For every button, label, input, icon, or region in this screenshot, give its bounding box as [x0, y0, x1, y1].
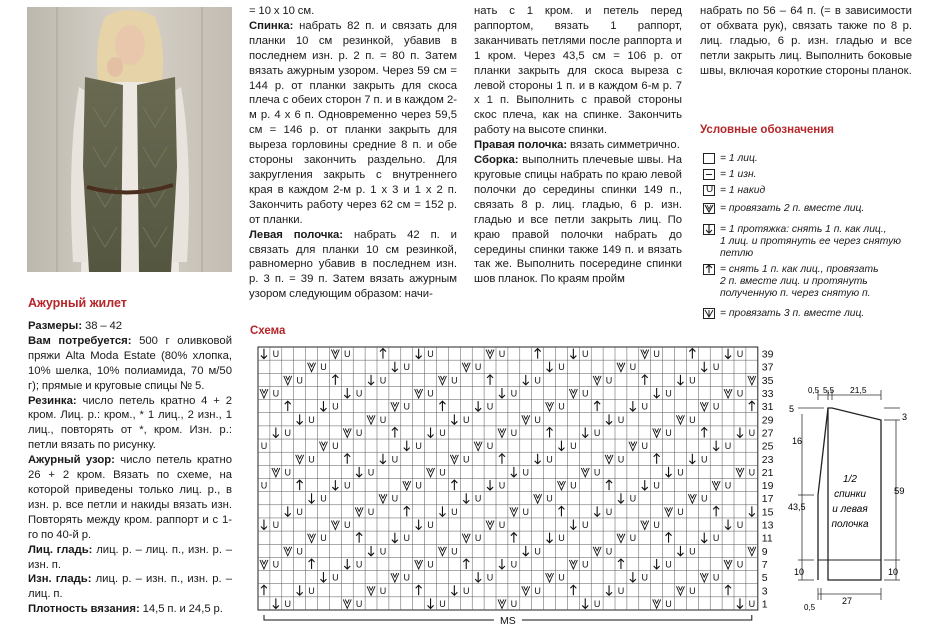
yarn-over-icon: U: [748, 467, 756, 478]
yarn-over-icon: U: [320, 533, 327, 544]
yarn-over-icon: U: [439, 598, 446, 609]
yarn-over-icon: U: [653, 480, 660, 491]
yarn-over-icon: U: [712, 362, 720, 373]
purl-symbol-icon: [703, 169, 715, 180]
yarn-over-icon: U: [677, 506, 684, 517]
knitting-chart-grid: [250, 343, 780, 638]
yarn-over-icon: U: [570, 441, 577, 452]
legend-item-sk2p-line1: = снять 1 п. как лиц., провязать: [720, 264, 879, 275]
yarn-over-icon: U: [677, 467, 684, 478]
yarn-over-icon: U: [724, 480, 732, 491]
yarn-over-icon: U: [332, 401, 339, 412]
yarn-over-icon: U: [665, 598, 672, 609]
yarn-over-icon: U: [379, 546, 387, 557]
sizes-value: 38 – 42: [84, 320, 123, 332]
yarn-over-icon: U: [296, 506, 303, 517]
row-number: 21: [761, 466, 774, 479]
left-front-label: Левая полочка:: [249, 228, 344, 241]
dim-right-10: 10: [888, 567, 899, 577]
yarn-over-icon: U: [605, 506, 613, 517]
yarn-over-icon: U: [474, 533, 482, 544]
yarn-over-icon: U: [474, 362, 482, 373]
yarn-over-icon: U: [451, 546, 458, 557]
k2tog-symbol-icon: [703, 203, 715, 214]
yarn-over-icon: U: [320, 362, 327, 373]
yarn-over-icon: U: [558, 401, 565, 412]
sizes-paragraph: [28, 319, 232, 334]
knitting-chart: [250, 343, 780, 638]
piece-label-1: 1/2: [843, 474, 857, 485]
yarn-over-icon: U: [344, 349, 351, 360]
assembly-continuation: набрать по 56 – 64 п. (= в зависимости от обхвата рук), связать также по 8 р. лиц. гладью, 6 р. изн. гладью и все петли закрыть лиц. Выполнить боковые швы, включая короткие стороны планок.: [700, 5, 912, 77]
pattern-neck-line: [818, 408, 828, 580]
materials-label: Вам потребуется:: [28, 334, 132, 347]
yarn-over-icon: U: [736, 349, 744, 360]
yarn-over-icon: U: [701, 493, 708, 504]
yarn-over-icon: U: [344, 480, 351, 491]
yarn-over-icon: U: [403, 533, 410, 544]
yarn-over-icon: U: [498, 480, 506, 491]
yarn-over-icon: U: [582, 349, 589, 360]
legend-item-sk2p-line3: полученную п. через снятую п.: [720, 288, 871, 299]
yarn-over-icon: U: [510, 598, 518, 609]
yarn-over-icon: U: [332, 441, 339, 452]
yarn-over-icon: U: [272, 520, 280, 531]
row-number: 7: [761, 558, 768, 571]
lace-label: Ажурный узор:: [28, 454, 115, 467]
yarn-over-icon: U: [522, 467, 529, 478]
stockinette-paragraph: [28, 543, 232, 573]
rib-paragraph: [28, 394, 232, 454]
yarn-over-icon: U: [689, 414, 696, 425]
yarn-over-icon: U: [486, 572, 494, 583]
row-number: 17: [761, 493, 774, 506]
yarn-over-icon: U: [391, 493, 399, 504]
yarn-over-icon: U: [736, 388, 744, 399]
lace-text: число петель кратно 26 + 2 кром. Вязать по схеме, на которой приведены только лиц. р., в изн. р. все петли и накиды вязать изн. Повторять между кром. раппорт и с 1-го по 40-й р.: [28, 454, 232, 541]
reverse-stockinette-label: Изн. гладь:: [28, 573, 92, 586]
yarn-over-icon: U: [498, 520, 506, 531]
legend-item-knit: = 1 лиц.: [720, 153, 758, 164]
piece-label-4: полочка: [831, 519, 869, 530]
dim-left-10: 10: [794, 567, 805, 577]
piece-label-3: и левая: [832, 504, 868, 515]
row-number: 31: [761, 401, 774, 414]
gauge-continuation: = 10 х 10 см.: [249, 5, 315, 17]
dim-top-c: 21,5: [850, 385, 867, 395]
rib-text: число петель кратно 4 + 2 кром. Лиц. р.: кром., * 1 лиц., 2 изн., 1 лиц., повторять от *, кром. Изн. р.: петли вязать по рисунку.: [28, 394, 232, 452]
scheme-title: Схема: [250, 325, 286, 337]
reverse-stockinette-paragraph: [28, 572, 232, 602]
dim-left-16: 16: [792, 436, 803, 446]
legend-title: Условные обозначения: [700, 124, 835, 136]
yarn-over-icon: U: [534, 585, 541, 596]
knit-symbol-icon: [703, 153, 715, 164]
yarn-over-icon: U: [439, 467, 446, 478]
yarn-over-icon: U: [617, 585, 625, 596]
yarn-over-icon: U: [379, 375, 387, 386]
yarn-over-icon: U: [415, 480, 422, 491]
yarn-over-icon: U: [498, 349, 506, 360]
yarn-over-icon: U: [308, 414, 315, 425]
pattern-diagram-svg: [784, 380, 944, 620]
yarn-over-icon: U: [629, 533, 637, 544]
yarn-over-icon: U: [403, 362, 410, 373]
ssk-symbol-icon: [703, 224, 715, 235]
yarn-over-icon: U: [296, 546, 303, 557]
row-number: 29: [761, 414, 774, 427]
row-number: 23: [761, 453, 774, 466]
yarn-over-icon: U: [451, 375, 458, 386]
yarn-over-icon: U: [463, 585, 470, 596]
yarn-over-icon: U: [546, 454, 553, 465]
yarn-over-icon: U: [534, 546, 541, 557]
yarn-over-icon: U: [332, 572, 339, 583]
yarn-over-icon: U: [355, 559, 363, 570]
yarn-over-icon: U: [308, 585, 315, 596]
yarn-over-icon: U: [296, 375, 303, 386]
yarn-over-icon: U: [653, 349, 660, 360]
legend-item-yarn-over: = 1 накид: [720, 185, 766, 196]
stockinette-label: Лиц. гладь:: [28, 543, 93, 556]
yarn-over-icon: U: [451, 506, 458, 517]
yarn-over-icon: U: [736, 520, 744, 531]
yarn-over-icon: U: [344, 520, 351, 531]
dim-bottom-05: 0,5: [804, 603, 816, 612]
yarn-over-icon: U: [486, 441, 494, 452]
yarn-over-icon: U: [665, 388, 672, 399]
yarn-over-icon: U: [367, 467, 375, 478]
row-number: 39: [761, 348, 774, 361]
yarn-over-icon: U: [748, 598, 756, 609]
row-number: 37: [761, 361, 774, 374]
yarn-over-icon: U: [355, 388, 363, 399]
yarn-over-icon: U: [355, 427, 363, 438]
yarn-over-icon: U: [582, 520, 589, 531]
article-title: Ажурный жилет: [28, 296, 127, 310]
row-number: 3: [761, 585, 768, 598]
sk2p-symbol-icon: [703, 264, 715, 275]
yarn-over-icon: U: [367, 506, 375, 517]
yarn-over-icon: U: [736, 559, 744, 570]
photo-illustration: [27, 7, 232, 272]
legend-item-ssk-line3: петлю: [720, 248, 754, 259]
yarn-over-icon: U: [593, 427, 601, 438]
yarn-over-icon: U: [582, 559, 589, 570]
yarn-over-icon: U: [641, 441, 648, 452]
yarn-over-icon: U: [284, 598, 291, 609]
sizes-label: Размеры:: [28, 320, 83, 332]
legend-item-ssk-line1: = 1 протяжка: снять 1 п. как лиц.,: [720, 224, 887, 235]
yarn-over-icon: U: [605, 546, 613, 557]
row-number: 5: [761, 572, 768, 585]
yarn-over-icon: U: [403, 401, 410, 412]
yarn-over-icon: U: [308, 454, 315, 465]
yarn-over-icon: U: [486, 401, 494, 412]
yarn-over-icon: U: [474, 493, 482, 504]
piece-label-2: спинки: [834, 489, 866, 500]
row-number: 9: [761, 545, 768, 558]
stockinette-text: лиц. р. – лиц. п., изн. р. – изн. п.: [28, 543, 232, 571]
yarn-over-icon: U: [724, 441, 732, 452]
yarn-over-icon: U: [463, 414, 470, 425]
dim-bottom-27: 27: [842, 596, 853, 606]
yarn-over-icon: U: [510, 559, 518, 570]
yarn-over-icon: U: [712, 572, 720, 583]
dim-top-a: 0,5: [808, 386, 820, 395]
yarn-over-icon: U: [272, 388, 280, 399]
yarn-over-icon: U: [665, 427, 672, 438]
yarn-over-icon: U: [593, 467, 601, 478]
yarn-over-icon: U: [712, 401, 720, 412]
yarn-over-icon: U: [403, 572, 410, 583]
pattern-diagram: [784, 380, 944, 620]
yarn-over-icon: U: [427, 520, 434, 531]
dim-right-59: 59: [894, 486, 905, 497]
legend-item-k2tog: = провязать 2 п. вместе лиц.: [720, 203, 865, 214]
rib-label: Резинка:: [28, 394, 77, 407]
dim-left-5: 5: [789, 404, 795, 414]
row-number: 13: [761, 519, 774, 532]
yarn-over-icon: U: [427, 388, 434, 399]
yarn-over-icon: U: [665, 559, 672, 570]
model-photo: [27, 7, 232, 272]
yarn-over-icon: U: [617, 414, 625, 425]
row-number: 35: [761, 374, 774, 387]
reverse-stockinette-text: лиц. р. – изн. п., изн. р. – лиц. п.: [28, 573, 233, 601]
yarn-over-icon: U: [641, 572, 648, 583]
yarn-over-icon: U: [558, 533, 565, 544]
yarn-over-icon: U: [320, 493, 327, 504]
yarn-over-icon: U: [415, 441, 422, 452]
yarn-over-icon: U: [546, 493, 553, 504]
yarn-over-icon: U: [689, 546, 696, 557]
yarn-over-icon: U: [617, 454, 625, 465]
yarn-over-icon: U: [272, 559, 280, 570]
yarn-over-icon: U: [558, 362, 565, 373]
yarn-over-icon: U: [712, 533, 720, 544]
assembly-text: выполнить плечевые швы. На круговые спицы набрать по краю левой полочки до середины спинки 149 п., связать 8 р. лиц. гладью, 6 р. изн. гладью и все петли закрыть лиц. По краю правой полочки набрать до середины спинки также 149 п. и вязать так же. Выполнить посередине спинки шов планок. По краям пройм: [474, 154, 682, 286]
yarn-over-icon: U: [284, 467, 291, 478]
assembly-paragraph: [474, 153, 682, 287]
legend-item-sk2p-line2: 2 п. вместе лиц. и протянуть: [720, 276, 868, 287]
row-number: 1: [761, 598, 768, 611]
legend-item-ssk-line2: 1 лиц. и протянуть ее через снятую: [720, 236, 901, 247]
left-front-paragraph: [249, 228, 457, 303]
article-column-2: [249, 4, 457, 302]
dim-left-435: 43,5: [788, 502, 806, 512]
row-number: 33: [761, 388, 774, 401]
left-front-continuation: нать с 1 кром. и петель перед раппортом, вязать 1 раппорт, заканчивать петлями после раппорта и 1 кром. Через 43,5 см = 106 р. от планки закрыть для скоса выреза с левой стороны 1 п. и в каждом 6-м р. 7 х 1 п. Выполнить с правой стороны скос плеча, как на спинке. Закончить работу на высоте спинки.: [474, 5, 682, 137]
materials-text: 500 г оливковой пряжи Alta Moda Estate (80% хлопка, 10% шелка, 10% полиамида, 70 м/50 г); прямые и круговые спицы № 5.: [28, 334, 233, 392]
yarn-over-icon: U: [260, 441, 268, 452]
article-column-3: [474, 4, 682, 287]
right-front-label: Правая полочка:: [474, 139, 568, 152]
materials-paragraph: [28, 334, 232, 394]
back-label: Спинка:: [249, 19, 294, 32]
legend-item-purl: = 1 изн.: [720, 169, 757, 180]
row-number: 27: [761, 427, 774, 440]
yarn-over-icon: U: [534, 414, 541, 425]
yarn-over-symbol-icon: U: [703, 185, 715, 196]
chart-cells: [258, 347, 758, 610]
left-front-text: набрать 42 п. и связать для планки 10 см резинкой, равномерно убавив в последнем изн. р. 3 п. = 39 п. Затем вязать ажурным узором следующим образом: начи-: [249, 228, 457, 301]
yarn-over-icon: U: [534, 375, 541, 386]
row-number: 25: [761, 440, 774, 453]
back-paragraph: [249, 19, 457, 228]
row-number: 19: [761, 480, 774, 493]
yarn-over-icon: U: [641, 401, 648, 412]
legend-item-k3tog: = провязать 3 п. вместе лиц.: [720, 308, 865, 319]
back-text: набрать 82 п. и связать для планки 10 см резинкой, убавив в последнем изн. р. 2 п. = 80 п. Затем вязать ажурным узором. Через 59 см = 144 р. от планки закрыть для скоса плеча с обеих сторон 7 п. и в каждом 2-м р. 4 х 6 п. Одновременно через 59,5 см = 146 р. от планки закрыть для выреза горловины средние 8 п. и обе стороны закончить раздельно. Для закругления закрыть с внутреннего края в каждом 2-м р. 1 х 3 и 1 х 2 п. Закончить работу через 62 см = 152 р. от планки.: [249, 19, 457, 226]
yarn-over-icon: U: [510, 388, 518, 399]
yarn-over-icon: U: [427, 559, 434, 570]
yarn-over-icon: U: [510, 427, 518, 438]
gauge-text: 14,5 п. и 24,5 р.: [142, 603, 223, 616]
yarn-over-icon: U: [570, 480, 577, 491]
yarn-over-icon: U: [439, 427, 446, 438]
yarn-over-icon: U: [629, 362, 637, 373]
k3tog-symbol-icon: [703, 308, 715, 319]
yarn-over-icon: U: [427, 349, 434, 360]
yarn-over-icon: U: [260, 480, 268, 491]
yarn-over-icon: U: [391, 454, 399, 465]
row-number: 11: [761, 532, 773, 545]
yarn-over-icon: U: [522, 506, 529, 517]
yarn-over-icon: U: [379, 414, 387, 425]
yarn-over-icon: U: [689, 375, 696, 386]
yarn-over-icon: U: [593, 598, 601, 609]
article-column-4: [700, 4, 912, 79]
yarn-over-icon: U: [653, 520, 660, 531]
yarn-over-icon: U: [558, 572, 565, 583]
gauge-label: Плотность вязания:: [28, 603, 140, 616]
dim-top-b: 5,5: [823, 386, 835, 395]
yarn-over-icon: U: [748, 427, 756, 438]
right-front-paragraph: [474, 138, 682, 153]
yarn-over-icon: U: [689, 585, 696, 596]
assembly-label: Сборка:: [474, 154, 519, 167]
lace-paragraph: [28, 453, 232, 542]
gauge-paragraph: [28, 602, 232, 617]
yarn-over-icon: U: [605, 375, 613, 386]
yarn-over-icon: U: [582, 388, 589, 399]
ms-label: MS: [500, 615, 516, 627]
yarn-over-icon: U: [355, 598, 363, 609]
yarn-over-icon: U: [284, 427, 291, 438]
dim-right-3: 3: [902, 412, 908, 422]
right-front-text: вязать симметрично.: [570, 139, 680, 152]
row-number: 15: [761, 506, 774, 519]
yarn-over-icon: U: [463, 454, 470, 465]
yarn-over-icon: U: [629, 493, 637, 504]
yarn-over-icon: U: [701, 454, 708, 465]
yarn-over-icon: U: [379, 585, 387, 596]
yarn-over-icon: U: [272, 349, 280, 360]
article-column-1: [28, 319, 232, 617]
